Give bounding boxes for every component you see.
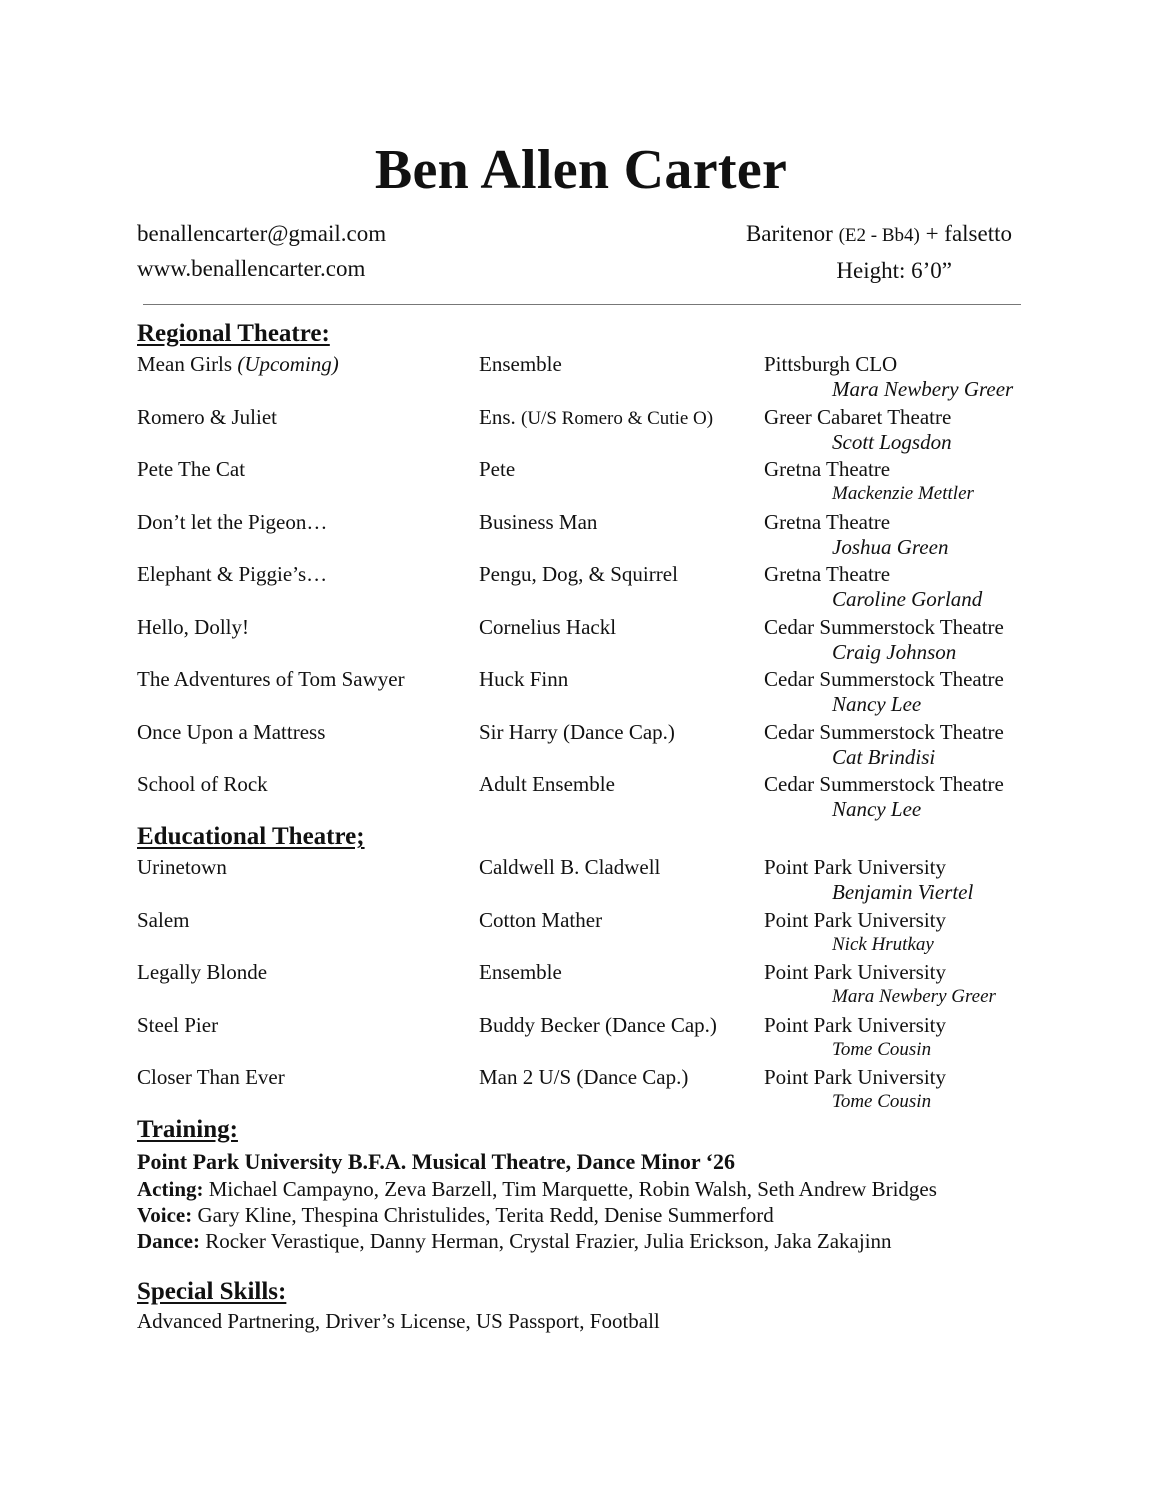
credit-show: Hello, Dolly!	[137, 614, 249, 639]
credit-theatre: Cedar Summerstock Theatre	[764, 719, 1004, 744]
regional-section-title: Regional Theatre:	[137, 320, 330, 347]
credit-show: Urinetown	[137, 855, 227, 879]
credit-theatre: Point Park University	[764, 855, 946, 879]
credit-theatre: Point Park University	[764, 1065, 946, 1089]
credit-role: Pete	[479, 457, 516, 481]
credit-theatre: Point Park University	[764, 960, 946, 984]
degree: Point Park University B.F.A. Musical Theatre, Dance Minor ‘26	[137, 1149, 736, 1174]
credit-row	[137, 508, 1037, 561]
credit-show: Mean Girls (Upcoming)	[137, 352, 339, 376]
header-divider	[143, 304, 1021, 305]
credit-row	[137, 853, 1037, 906]
credit-row	[137, 403, 1037, 456]
voice-teachers: Voice: Gary Kline, Thespina Christulides, Terita Redd, Denise Summerford	[137, 1203, 774, 1227]
credit-director: Scott Logsdon	[832, 429, 952, 454]
contact-info	[137, 216, 386, 286]
credit-row	[137, 613, 1037, 666]
credit-row	[137, 770, 1037, 823]
credit-show: Salem	[137, 907, 190, 932]
credit-director: Tome Cousin	[832, 1091, 932, 1112]
credit-row	[137, 1063, 1037, 1116]
credit-show: Closer Than Ever	[137, 1065, 285, 1089]
credit-role: Ensemble	[479, 960, 562, 984]
credit-row	[137, 455, 1037, 508]
credit-director: Mara Newbery Greer	[832, 377, 1014, 401]
credit-show: The Adventures of Tom Sawyer	[137, 667, 405, 691]
credit-role: Buddy Becker (Dance Cap.)	[479, 1012, 717, 1037]
voice-extra: + falsetto	[925, 221, 1012, 246]
credit-theatre: Gretna Theatre	[764, 562, 891, 586]
skills-list: Advanced Partnering, Driver’s License, US Passport, Football	[137, 1309, 660, 1333]
resume-name: Ben Allen Carter	[374, 139, 788, 201]
credit-row	[137, 906, 1037, 959]
credit-theatre: Gretna Theatre	[764, 509, 891, 534]
credit-director: Nancy Lee	[832, 692, 922, 716]
email: benallencarter@gmail.com	[137, 221, 387, 246]
height: Height: 6’0”	[836, 258, 952, 283]
vocal-stats	[720, 216, 1012, 288]
credit-row	[137, 665, 1037, 718]
voice-range: (E2 - Bb4)	[838, 225, 920, 246]
credit-theatre: Point Park University	[764, 907, 946, 932]
credit-theatre: Cedar Summerstock Theatre	[764, 772, 1004, 796]
credit-director: Nancy Lee	[832, 797, 922, 821]
skills-section-title: Special Skills:	[137, 1278, 287, 1305]
credit-role: Sir Harry (Dance Cap.)	[479, 719, 675, 744]
acting-teachers: Acting: Michael Campayno, Zeva Barzell, Tim Marquette, Robin Walsh, Seth Andrew Bridges	[137, 1177, 937, 1201]
credit-theatre: Pittsburgh CLO	[764, 352, 898, 376]
credit-director: Tome Cousin	[832, 1038, 932, 1060]
credit-director: Craig Johnson	[832, 639, 957, 664]
credit-role: Ens. (U/S Romero & Cutie O)	[479, 404, 714, 429]
credit-theatre: Greer Cabaret Theatre	[764, 404, 952, 429]
credit-director: Benjamin Viertel	[832, 880, 974, 904]
credit-row	[137, 718, 1037, 771]
credit-row	[137, 958, 1037, 1011]
credit-show: Once Upon a Mattress	[137, 719, 326, 744]
credit-director: Joshua Green	[832, 534, 949, 559]
credit-role: Business Man	[479, 509, 598, 534]
training-details	[137, 1148, 1097, 1254]
voice-type: Baritenor	[745, 221, 833, 246]
credit-role: Ensemble	[479, 352, 562, 376]
educational-section-title: Educational Theatre;	[137, 823, 365, 850]
credit-show: Elephant & Piggie’s…	[137, 562, 328, 586]
training-section-title: Training:	[137, 1116, 238, 1143]
credit-theatre: Cedar Summerstock Theatre	[764, 667, 1004, 691]
credit-theatre: Gretna Theatre	[764, 457, 891, 481]
credit-role: Caldwell B. Cladwell	[479, 855, 661, 879]
dance-teachers: Dance: Rocker Verastique, Danny Herman, Crystal Frazier, Julia Erickson, Jaka Zakajinn	[137, 1229, 892, 1253]
credit-show: Pete The Cat	[137, 457, 246, 481]
credit-director: Mackenzie Mettler	[832, 483, 974, 504]
credit-role: Pengu, Dog, & Squirrel	[479, 562, 678, 586]
regional-credits	[137, 350, 1037, 823]
credit-show: Romero & Juliet	[137, 404, 277, 429]
credit-director: Mara Newbery Greer	[832, 986, 996, 1007]
credit-show: School of Rock	[137, 772, 268, 796]
credit-theatre: Point Park University	[764, 1012, 946, 1037]
credit-director: Caroline Gorland	[832, 587, 983, 611]
credit-role: Huck Finn	[479, 667, 569, 691]
voice-line	[720, 216, 1012, 253]
credit-row	[137, 350, 1037, 403]
educational-credits	[137, 853, 1037, 1116]
credit-row	[137, 560, 1037, 613]
credit-show: Steel Pier	[137, 1012, 219, 1037]
credit-director: Cat Brindisi	[832, 744, 936, 769]
credit-role: Cornelius Hackl	[479, 614, 617, 639]
credit-show: Don’t let the Pigeon…	[137, 509, 328, 534]
credit-row	[137, 1011, 1037, 1064]
credit-role: Cotton Mather	[479, 907, 603, 932]
website: www.benallencarter.com	[137, 256, 366, 281]
credit-role: Adult Ensemble	[479, 772, 615, 796]
credit-theatre: Cedar Summerstock Theatre	[764, 614, 1004, 639]
credit-show: Legally Blonde	[137, 960, 268, 984]
credit-role: Man 2 U/S (Dance Cap.)	[479, 1065, 689, 1089]
credit-director: Nick Hrutkay	[832, 933, 934, 955]
